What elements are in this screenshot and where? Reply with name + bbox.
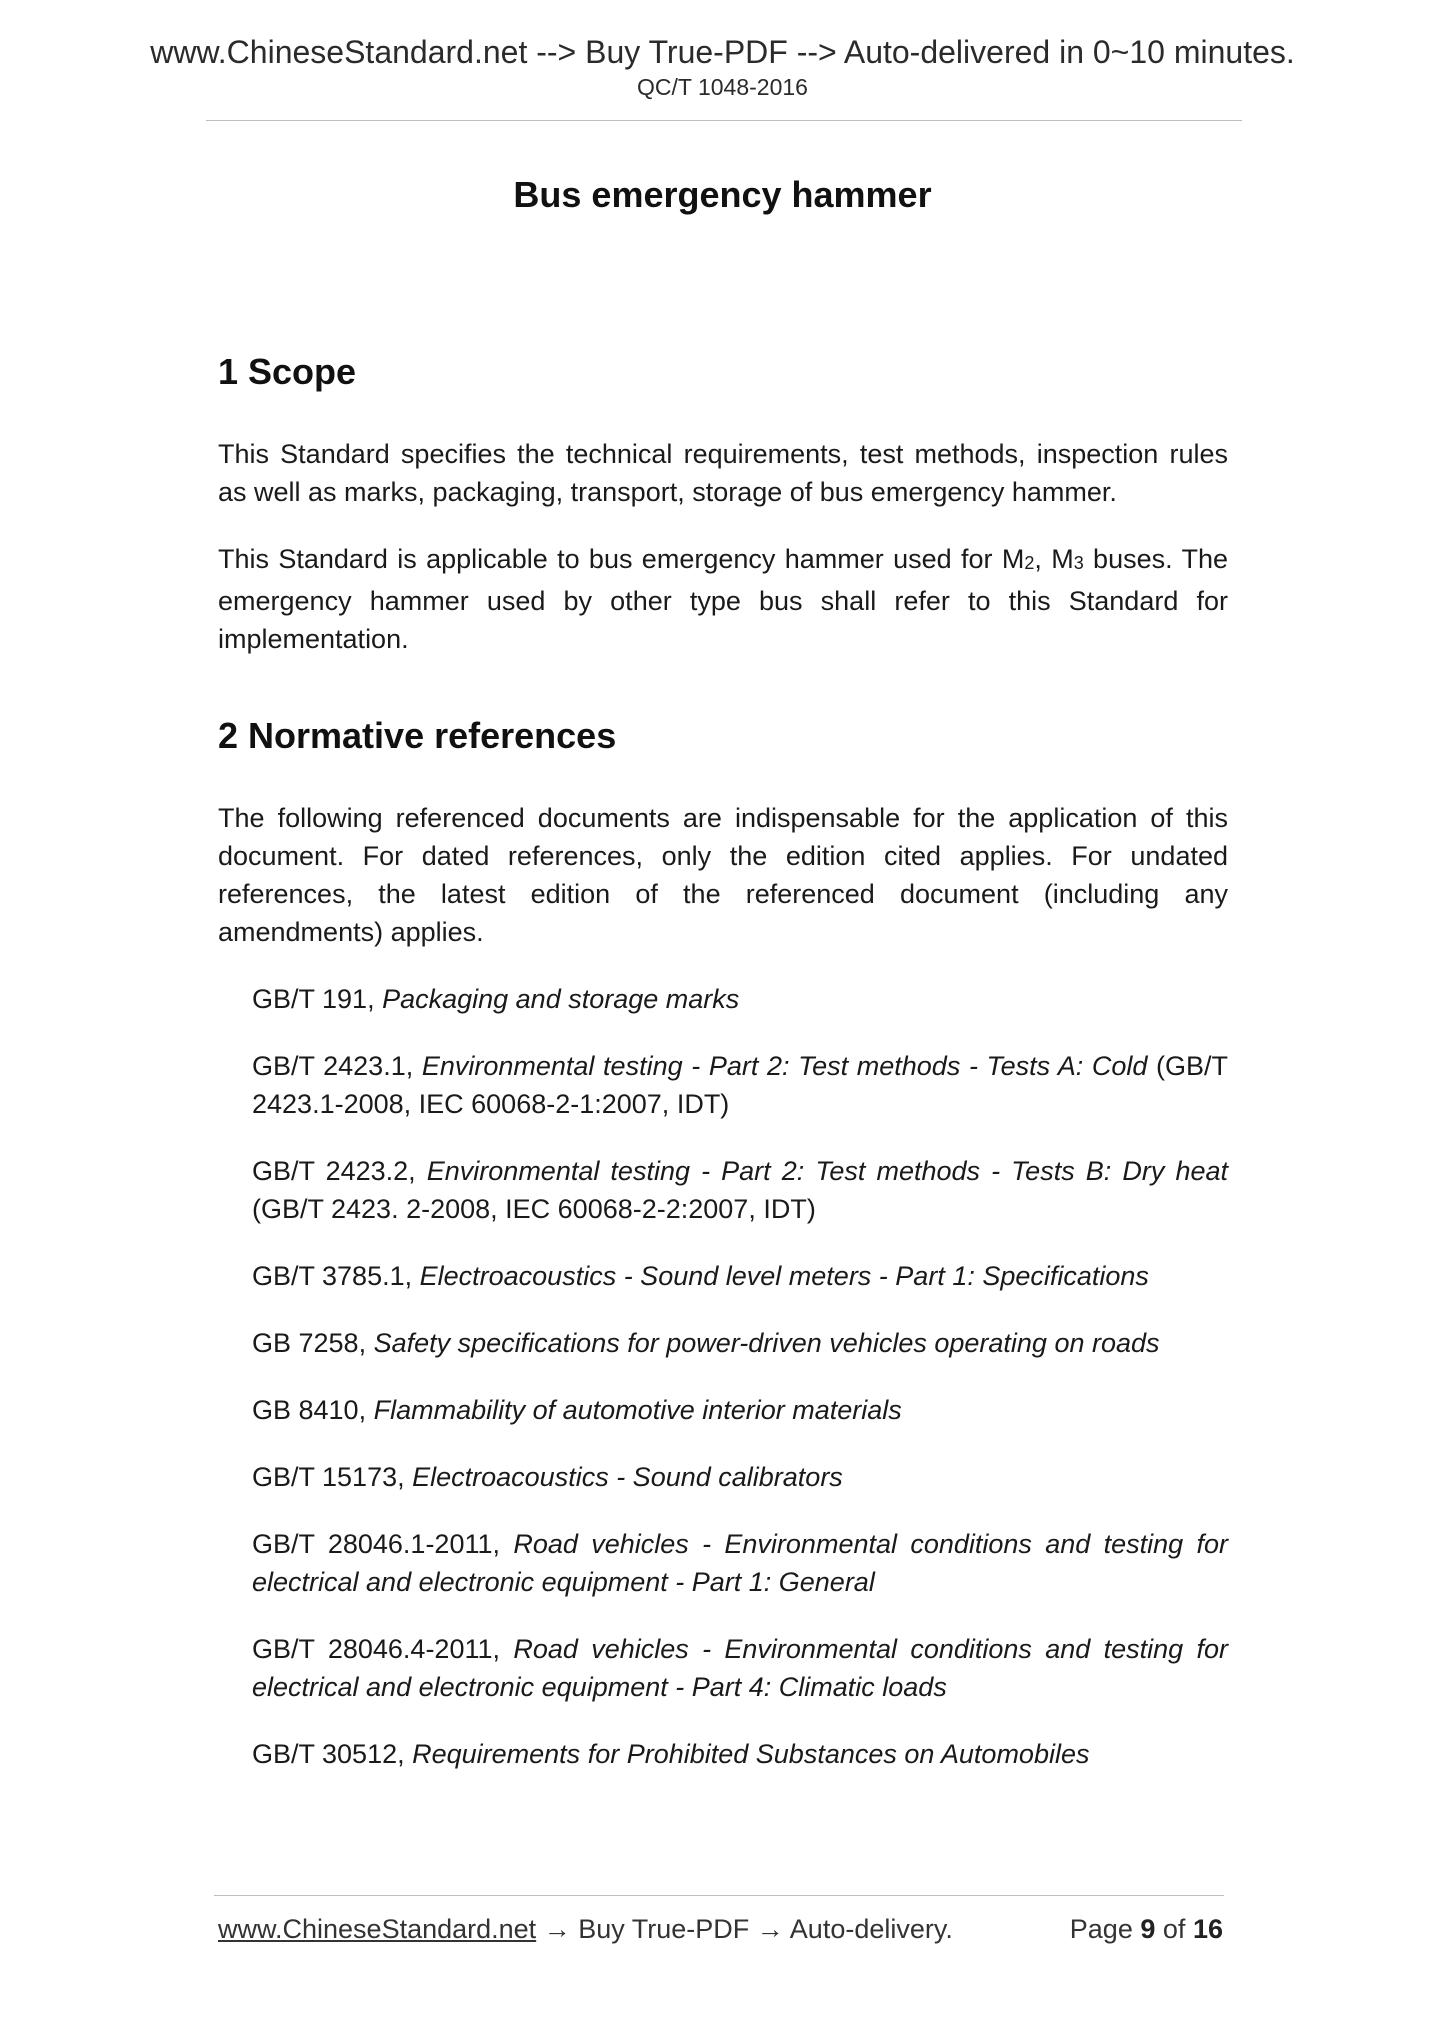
document-body [218,350,1228,1802]
section-heading-normative: 2 Normative references [218,715,617,757]
reference-item [252,1391,1228,1429]
reference-title: Electroacoustics - Sound level meters - Part 1: Specifications [419,1261,1149,1292]
scope-paragraph-1: This Standard specifies the technical requirements, test methods, inspection rules as well as marks, packaging, transport, storage of bus emergency hammer. [218,439,1228,508]
arrow-right-icon: → [543,1914,571,1944]
normative-intro: The following referenced documents are indispensable for the application of this document. For dated references, only the edition cited applies. For undated references, the latest edition of the referenced document (including any amendments) applies. [218,803,1228,948]
page-of: of [1162,1914,1186,1944]
reference-code: GB/T 15173, [252,1462,413,1493]
subscript-2: 2 [1024,553,1035,574]
page-indicator [1070,1916,1223,1943]
reference-code: GB/T 2423.1, [252,1051,422,1082]
reference-suffix: (GB/T 2423. 2-2008, IEC 60068-2-2:2007, IDT) [252,1194,816,1225]
top-banner: www.ChineseStandard.net --> Buy True-PDF --> Auto-delivered in 0~10 minutes. [150,34,1295,70]
reference-code: GB/T 2423.2, [252,1156,427,1187]
document-code: QC/T 1048-2016 [637,74,808,100]
page-footer [218,1916,1223,1943]
reference-item [252,1630,1228,1706]
reference-item [252,1047,1228,1123]
footer-rule [214,1895,1224,1896]
reference-item [252,1257,1228,1295]
scope-para2-text-c: buses. The emergency hammer used by other type bus shall refer to this Standard for implementation. [218,544,1228,655]
reference-code: GB/T 28046.1-2011, [252,1529,514,1560]
reference-code: GB 8410, [252,1395,374,1426]
reference-list [218,980,1228,1773]
reference-item [252,980,1228,1018]
section-heading-scope: 1 Scope [218,351,357,392]
reference-item [252,1152,1228,1228]
reference-title: Packaging and storage marks [382,984,740,1015]
section-scope [218,350,1228,658]
reference-title: Flammability of automotive interior materials [373,1395,902,1426]
page-total: 16 [1192,1914,1223,1944]
reference-code: GB/T 30512, [252,1739,413,1770]
reference-item [252,1735,1228,1773]
footer-delivery-text: Auto-delivery. [789,1914,953,1944]
reference-item [252,1458,1228,1496]
reference-item [252,1324,1228,1362]
footer-buy-text: Buy True-PDF [578,1914,750,1944]
reference-item [252,1525,1228,1601]
arrow-right-icon: → [756,1914,784,1944]
reference-title: Requirements for Prohibited Substances on Automobiles [412,1739,1090,1770]
reference-title: Safety specifications for power-driven vehicles operating on roads [373,1328,1160,1359]
footer-site-link[interactable]: www.ChineseStandard.net [218,1914,537,1944]
header-rule [206,120,1242,121]
scope-para2-text-b: , M [1034,544,1074,575]
reference-code: GB 7258, [252,1328,374,1359]
page-label: Page [1069,1914,1133,1944]
page-current: 9 [1140,1914,1156,1944]
reference-title: Environmental testing - Part 2: Test methods - Tests A: Cold [421,1051,1148,1082]
reference-code: GB/T 191, [252,984,383,1015]
reference-title: Environmental testing - Part 2: Test methods - Tests B: Dry heat [426,1156,1228,1187]
reference-title: Electroacoustics - Sound calibrators [412,1462,843,1493]
page-title: Bus emergency hammer [513,174,932,215]
reference-title: Road vehicles - Environmental conditions and testing for electrical and electronic equipment - Part 1: General [252,1529,1228,1598]
scope-para2-text-a: This Standard is applicable to bus emergency hammer used for M [218,544,1025,575]
reference-code: GB/T 28046.4-2011, [252,1634,514,1665]
reference-suffix: (GB/T 2423.1-2008, IEC 60068-2-1:2007, IDT) [252,1051,1228,1120]
subscript-3: 3 [1073,553,1084,574]
reference-title: Road vehicles - Environmental conditions and testing for electrical and electronic equipment - Part 4: Climatic loads [252,1634,1228,1703]
scope-paragraph-2 [218,540,1228,658]
section-normative-references [218,714,1228,1773]
reference-code: GB/T 3785.1, [252,1261,420,1292]
